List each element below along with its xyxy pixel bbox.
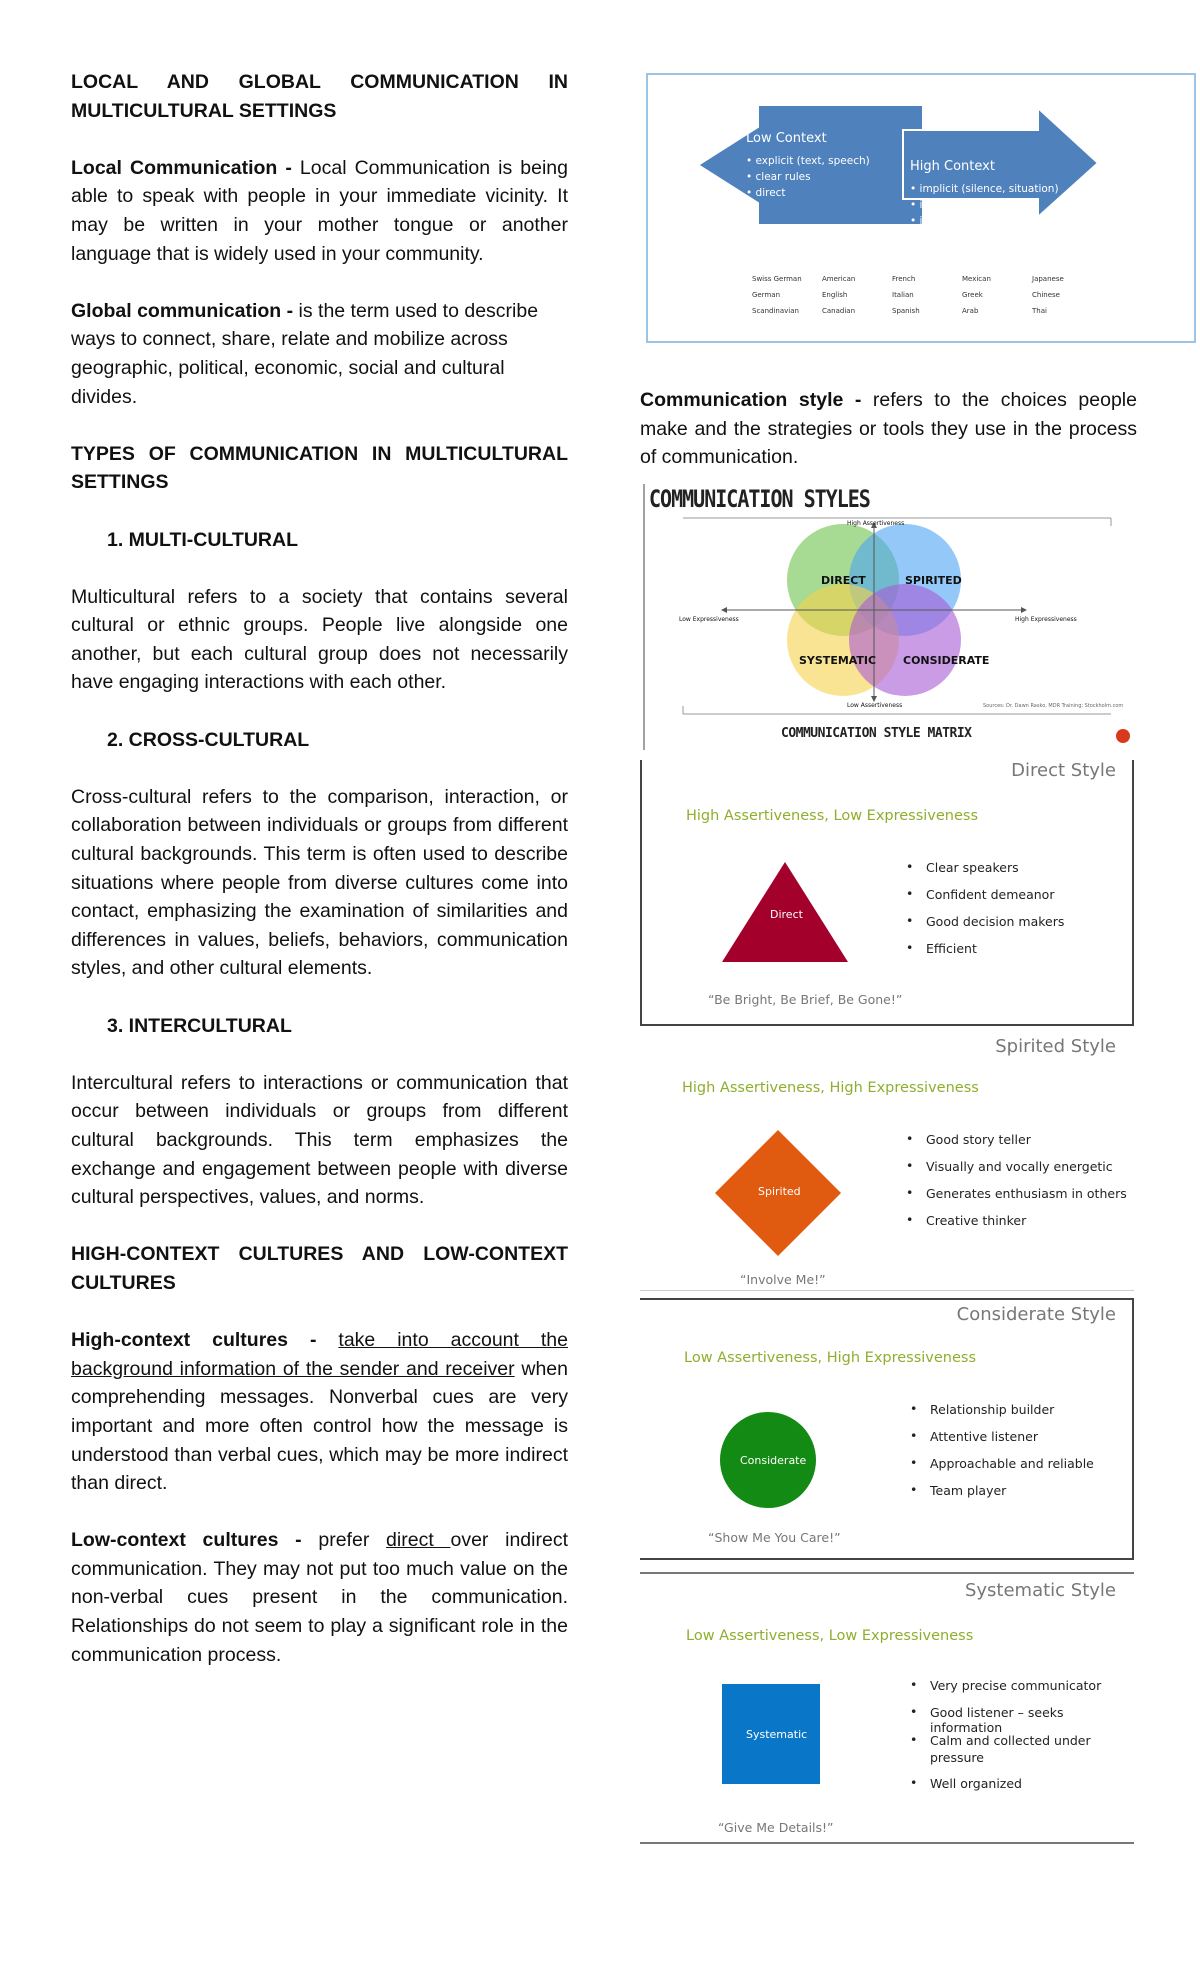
style-subtitle: Low Assertiveness, High Expressiveness (684, 1350, 977, 1366)
high-context-term: High-context cultures - (71, 1329, 317, 1352)
list-item: • Approachable and reliable (906, 1456, 1094, 1483)
country-column: Mexican Greek Arab (962, 275, 991, 315)
style-subtitle: High Assertiveness, High Expressiveness (682, 1080, 979, 1096)
style-bullets (902, 860, 1064, 968)
matrix-source: Sources: Dr. Dawn Rasko, MDR Training; Stockholm.com (983, 703, 1124, 709)
style-title: Considerate Style (956, 1304, 1116, 1325)
considerate-style-panel (640, 1298, 1134, 1562)
style-subtitle: Low Assertiveness, Low Expressiveness (686, 1628, 974, 1644)
list-item: • direct (746, 187, 786, 199)
matrix-caption: COMMUNICATION STYLE MATRIX (781, 726, 972, 741)
list-item: • Good decision makers (902, 914, 1064, 941)
circle-label-systematic: SYSTEMATIC (799, 654, 877, 667)
circle-label-spirited: SPIRITED (905, 574, 962, 587)
list-item: • explicit (text, speech) (746, 155, 870, 167)
list-item: • Team player (906, 1483, 1094, 1510)
low-context-term: Low-context cultures - (71, 1529, 302, 1552)
types-heading: TYPES OF COMMUNICATION IN MULTICULTURAL SETTINGS (71, 442, 568, 494)
considerate-circle (849, 584, 961, 696)
style-quote: “Show Me You Care!” (708, 1530, 841, 1545)
style-bullets (906, 1678, 1106, 1803)
matrix-title: COMMUNICATION STYLES (649, 484, 870, 513)
low-context-title: Low Context (746, 131, 827, 146)
country-column: Swiss German German Scandinavian (752, 275, 802, 315)
list-item: • Efficient (902, 941, 1064, 968)
high-context-paragraph: High-context cultures - take into account the background information of the sender and receiver when comprehending messages. Nonverbal cues are very important and more often control how the message is understood than verbal cues, which may be more indirect than direct. (71, 1329, 568, 1495)
country-column: American English Canadian (822, 275, 856, 315)
circle-label-considerate: CONSIDERATE (903, 654, 990, 667)
axis-label-bottom: Low Assertiveness (847, 702, 903, 709)
list-item: • Very precise communicator (906, 1678, 1106, 1705)
list-item: • Well organized (906, 1776, 1106, 1803)
communication-style-paragraph: Communication style - refers to the choices people make and the strategies or tools they use in the process of communication. (640, 389, 1137, 469)
type-paragraph: Intercultural refers to interactions or communication that occur between individuals or groups from different cultural backgrounds. This term emphasizes the exchange and engagement between people with diverse cultural perspectives, values, and norms. (71, 1071, 568, 1209)
list-item: • Good story teller (902, 1132, 1127, 1159)
local-communication-term: Local Communication - (71, 156, 292, 179)
local-communication-paragraph: Local Communication - Local Communication is being able to speak with people in your immediate vicinity. It may be written in your mother tongue or another language that is widely used in your community. (71, 156, 568, 265)
communication-style-term: Communication style - (640, 389, 862, 411)
divider (640, 1842, 1134, 1844)
document-title: LOCAL AND GLOBAL COMMUNICATION IN MULTICULTURAL SETTINGS (71, 71, 568, 122)
list-item: • Attentive listener (906, 1429, 1094, 1456)
list-item: • internalized rules (910, 199, 1011, 211)
style-title: Spirited Style (995, 1036, 1116, 1057)
style-title: Systematic Style (964, 1580, 1116, 1601)
axis-label-right: High Expressiveness (1015, 616, 1077, 623)
direct-style-panel (640, 760, 1134, 1028)
country-column: Japanese Chinese Thai (1032, 275, 1064, 315)
shape-label: Spirited (758, 1185, 801, 1198)
high-context-title: High Context (910, 159, 995, 174)
list-item: • implicit (silence, situation) (910, 183, 1059, 195)
communication-style-matrix (643, 474, 1137, 750)
style-title: Direct Style (1011, 760, 1116, 781)
global-communication-term: Global communication - (71, 299, 294, 322)
style-quote: “Be Bright, Be Brief, Be Gone!” (708, 992, 903, 1007)
axis-arrowhead-left (721, 607, 727, 613)
list-item: • Clear speakers (902, 860, 1064, 887)
type-heading: 3. INTERCULTURAL (107, 1014, 292, 1037)
global-communication-paragraph: Global communication - is the term used to describe ways to connect, share, relate and mobilize across geographic, political, economic, social and cultural divides. (71, 299, 539, 408)
shape-label: Direct (770, 908, 803, 921)
list-item: • Confident demeanor (902, 887, 1064, 914)
list-item: • Relationship builder (906, 1402, 1094, 1429)
systematic-style-panel (640, 1572, 1134, 1844)
list-item: • Visually and vocally energetic (902, 1159, 1127, 1186)
country-column: French Italian Spanish (892, 275, 920, 315)
axis-label-left: Low Expressiveness (679, 616, 739, 623)
type-heading: 2. CROSS-CULTURAL (107, 728, 310, 751)
divider (640, 1290, 1134, 1291)
divider (640, 1572, 1134, 1574)
low-context-paragraph: Low-context cultures - prefer direct over indirect communication. They may not put too much value on the non-verbal cues present in the communication. Relationships do not seem to play a significant role in the communication process. (71, 1529, 568, 1666)
axis-label-top: High Assertiveness (847, 520, 905, 527)
context-diagram (646, 73, 1196, 343)
low-context-bullets (746, 153, 870, 201)
list-item: • indirect (910, 215, 960, 227)
type-paragraph: Cross-cultural refers to the comparison, interaction, or collaboration between individuals or groups from different cultural backgrounds. This term is often used to describe situations where people from diverse cultures come into contact, emphasizing the examination of similarities and differences in values, beliefs, behaviors, communication styles, and other cultural elements. (71, 785, 568, 980)
type-heading: 1. MULTI-CULTURAL (107, 528, 298, 551)
style-bullets (906, 1402, 1094, 1510)
style-quote: “Involve Me!” (740, 1272, 826, 1287)
axis-arrowhead-right (1021, 607, 1027, 613)
style-subtitle: High Assertiveness, Low Expressiveness (686, 808, 979, 824)
logo-icon (1116, 729, 1130, 743)
circle-label-direct: DIRECT (821, 574, 866, 587)
style-quote: “Give Me Details!” (718, 1820, 834, 1835)
shape-label: Considerate (740, 1454, 807, 1467)
context-heading: HIGH-CONTEXT CULTURES AND LOW-CONTEXT CULTURES (71, 1243, 568, 1294)
list-item: • Calm and collected under pressure (906, 1732, 1106, 1776)
list-item: • Good listener – seeks information (906, 1705, 1106, 1732)
list-item: • Creative thinker (902, 1213, 1127, 1240)
list-item: • Generates enthusiasm in others (902, 1186, 1127, 1213)
spirited-style-panel (640, 1028, 1134, 1298)
high-context-bullets (910, 181, 1059, 229)
style-bullets (902, 1132, 1127, 1240)
list-item: • clear rules (746, 171, 811, 183)
shape-label: Systematic (746, 1728, 808, 1741)
left-column (71, 68, 568, 1698)
type-paragraph: Multicultural refers to a society that contains several cultural or ethnic groups. People live alongside one another, but each cultural group does not necessarily have engaging interactions with each other. (71, 585, 568, 694)
